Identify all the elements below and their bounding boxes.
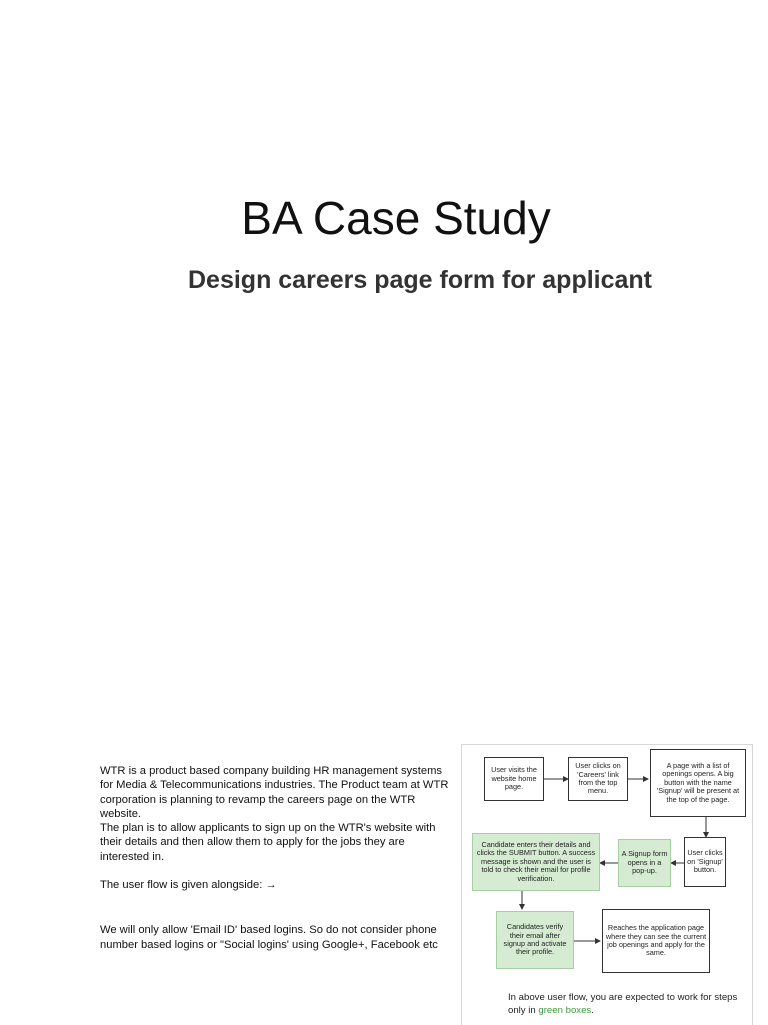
case-description [100,764,455,952]
flow-step-5: A Signup form opens in a pop-up. [618,839,671,887]
slide-subtitle: Design careers page form for applicant [187,266,653,294]
description-paragraph: We will only allow 'Email ID' based logins. So do not consider phone number based logins or "Social logins' using Google+, Facebook etc [100,924,438,951]
flow-step-4: User clicks on 'Signup' button. [684,837,726,887]
description-paragraph: The plan is to allow applicants to sign up on the WTR's website with their details and then allow them to apply for the jobs they are interested in. [100,822,436,863]
description-paragraph: WTR is a product based company building HR management systems for Media & Telecommunications industries. The Product team at WTR corporation is planning to revamp the careers page on the WTR website. [100,765,449,820]
flow-note-text: In above user flow, you are expected to work for steps only in [508,992,738,1016]
flow-step-1: User visits the website home page. [484,757,544,801]
flow-note-end: . [591,1005,594,1016]
description-paragraph: The user flow is given alongside: → [100,879,277,892]
flow-step-2: User clicks on 'Careers' link from the top menu. [568,757,628,801]
flow-step-7: Candidates verify their email after signup and activate their profile. [496,911,574,969]
flow-note-highlight: green boxes [538,1005,592,1016]
slide-title: BA Case Study [241,192,551,244]
flow-step-6: Candidate enters their details and clicks the SUBMIT button. A success message is shown and the user is told to check their email for profile verification. [472,833,600,891]
flow-step-8: Reaches the application page where they can see the current job openings and apply for the same. [602,909,710,973]
flow-step-3: A page with a list of openings opens. A big button with the name 'Signup' will be present at the top of the page. [650,749,746,817]
user-flow-diagram [461,744,753,1025]
flow-note [508,991,748,1017]
